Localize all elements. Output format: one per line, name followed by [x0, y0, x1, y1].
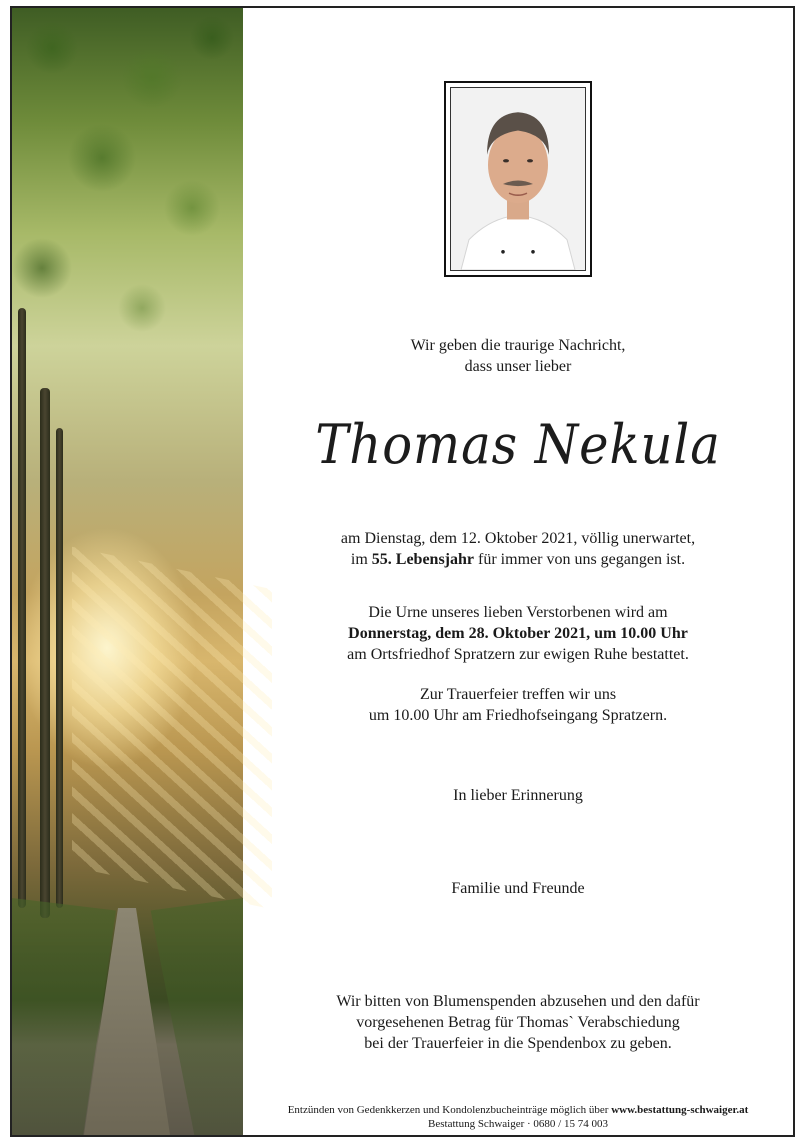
burial-date-emphasis: Donnerstag, dem 28. Oktober 2021, um 10.00 Uhr	[348, 625, 688, 642]
footer	[243, 1103, 793, 1131]
ceremony-line: Zur Trauerfeier treffen wir uns	[419, 686, 617, 703]
forest-image	[12, 8, 243, 1135]
intro-line: Wir geben die traurige Nachricht,	[410, 337, 626, 354]
donation-line: bei der Trauerfeier in die Spendenbox zu geben.	[364, 1035, 672, 1052]
ceremony-line: um 10.00 Uhr am Friedhofseingang Spratzern.	[368, 707, 668, 724]
obituary-card	[10, 6, 795, 1137]
ceremony-notice	[243, 684, 793, 726]
website-link[interactable]: www.bestattung-schwaiger.at	[611, 1104, 749, 1116]
donation-line: vorgesehenen Betrag für Thomas` Verabschiedung	[356, 1014, 680, 1031]
death-line: am Dienstag, dem 12. Oktober 2021, völlig unerwartet,	[340, 530, 696, 547]
urn-line: Die Urne unseres lieben Verstorbenen wird am	[368, 604, 668, 621]
family-signature: Familie und Freunde	[451, 880, 585, 897]
footer-contact: Bestattung Schwaiger · 0680 / 15 74 003	[428, 1118, 608, 1130]
death-notice	[243, 528, 793, 570]
intro-line: dass unser lieber	[464, 358, 572, 375]
deceased-name: Thomas Nekula	[315, 413, 721, 476]
obituary-text-column	[243, 8, 793, 1135]
in-memory-heading: In lieber Erinnerung	[453, 787, 583, 804]
death-line: im 55. Lebensjahr für immer von uns gegangen ist.	[350, 551, 686, 568]
portrait-photo	[450, 87, 586, 271]
footer-line: Entzünden von Gedenkkerzen und Kondolenzbucheinträge möglich über www.bestattung-schwaiger.at	[287, 1104, 749, 1116]
intro-text	[243, 335, 793, 377]
donation-request	[243, 991, 793, 1054]
urn-burial-notice	[243, 602, 793, 665]
urn-line: am Ortsfriedhof Spratzern zur ewigen Ruhe bestattet.	[347, 646, 689, 663]
urn-line	[243, 623, 793, 644]
donation-line: Wir bitten von Blumenspenden abzusehen und den dafür	[336, 993, 700, 1010]
age-emphasis: 55. Lebensjahr	[371, 551, 475, 568]
portrait-frame	[444, 81, 592, 277]
